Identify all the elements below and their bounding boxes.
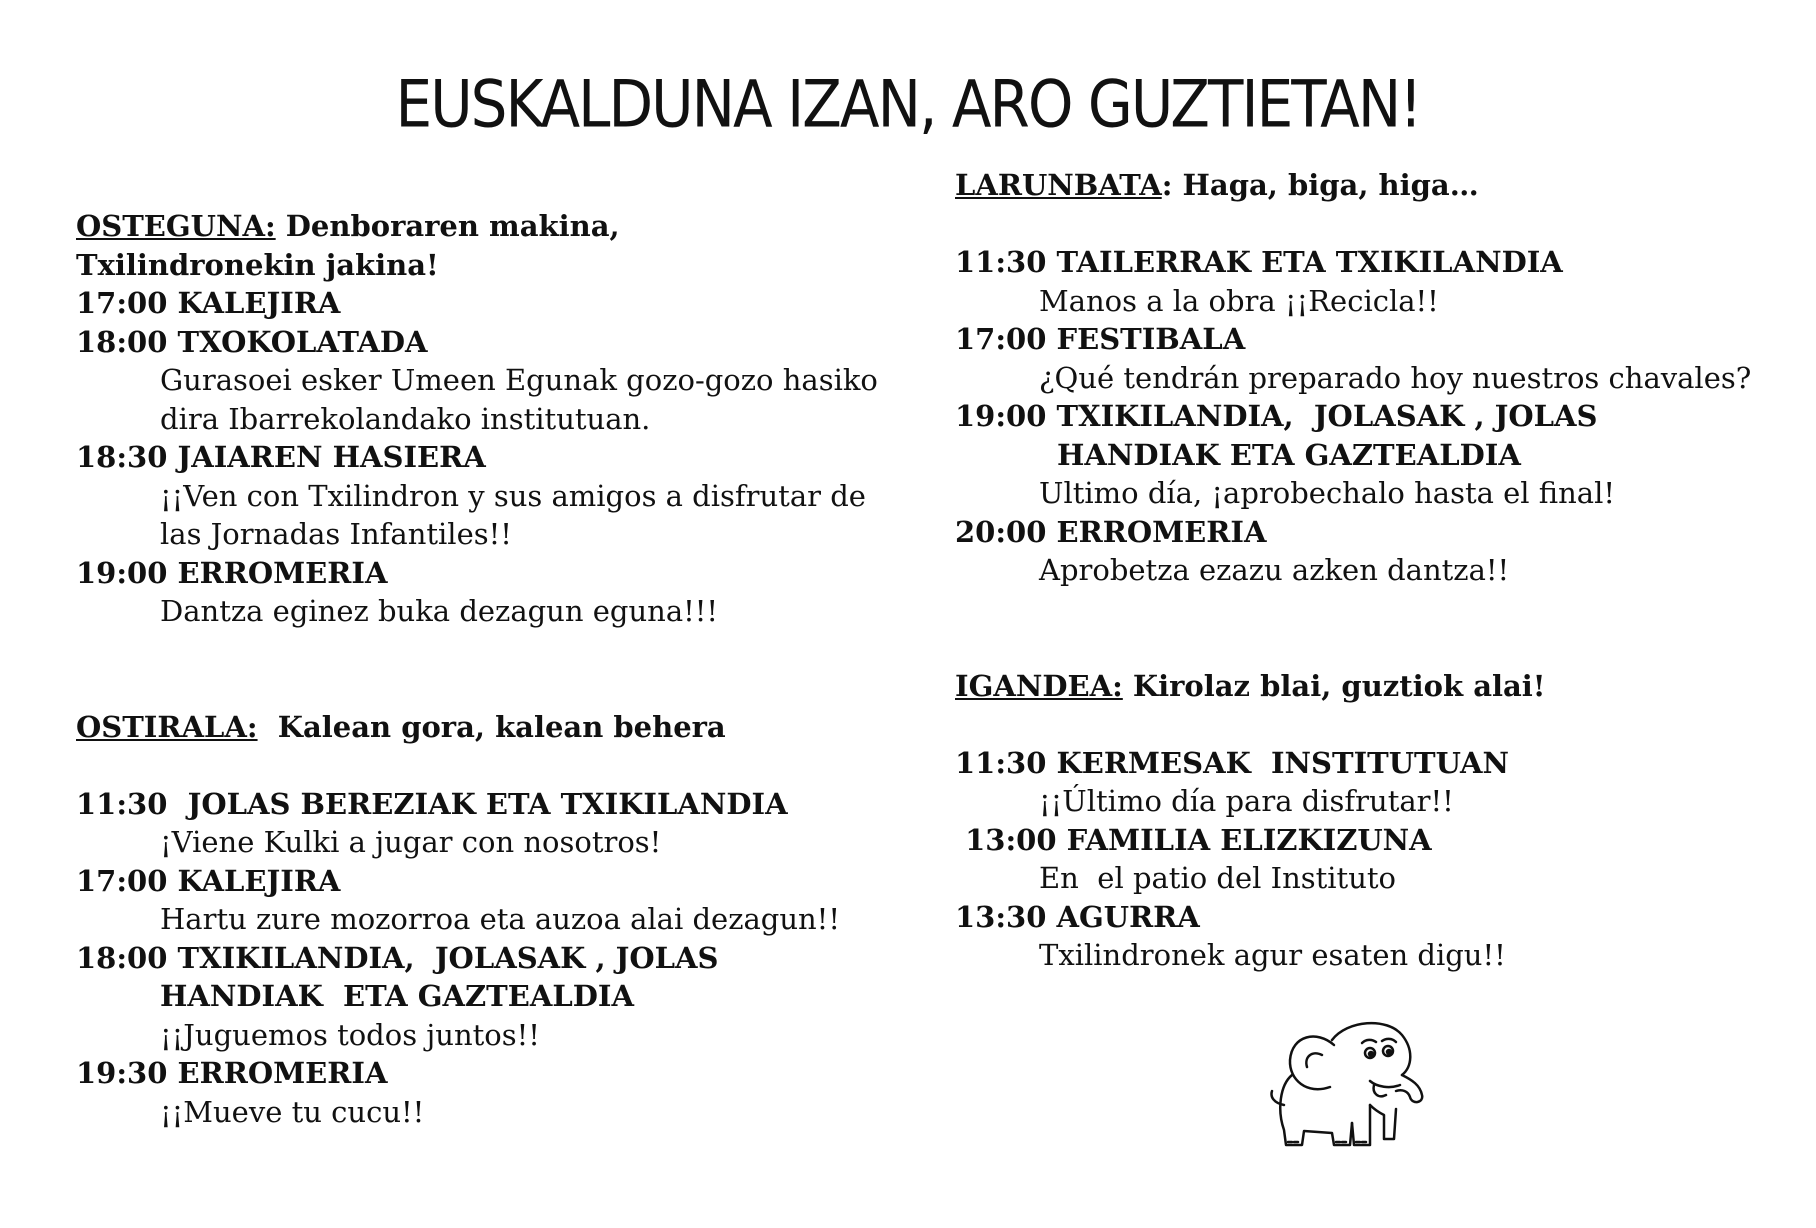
day-name: IGANDEA: <box>955 668 1123 703</box>
event-description: Manos a la obra ¡¡Recicla!! <box>1039 283 1439 318</box>
day-name: OSTIRALA: <box>76 709 258 744</box>
event-title-continuation: HANDIAK ETA GAZTEALDIA <box>1057 437 1521 472</box>
event-description: Dantza eginez buka dezagun eguna!!! <box>160 594 719 628</box>
day-subtitle: : Haga, biga, higa… <box>1161 168 1479 202</box>
event-description: Ultimo día, ¡aprobechalo hasta el final! <box>1039 476 1616 510</box>
event-title-continuation: HANDIAK ETA GAZTEALDIA <box>160 979 634 1013</box>
day-heading-ostirala <box>76 708 896 747</box>
event-title: 19:00 ERROMERIA <box>76 555 388 590</box>
left-column <box>76 207 896 1131</box>
right-column <box>955 166 1775 975</box>
event-title: 18:00 TXOKOLATADA <box>76 324 428 359</box>
event-description: ¡¡Mueve tu cucu!! <box>160 1094 425 1129</box>
event-title: 18:30 JAIAREN HASIERA <box>76 440 486 474</box>
day-heading-igandea <box>955 667 1775 706</box>
day-heading-larunbata <box>955 166 1775 205</box>
event-title: 11:30 KERMESAK INSTITUTUAN <box>955 745 1509 780</box>
event-description: ¡¡Juguemos todos juntos!! <box>160 1017 540 1052</box>
event-description: ¡Viene Kulki a jugar con nosotros! <box>160 825 662 859</box>
elephant-icon <box>1262 1005 1432 1155</box>
day-name: OSTEGUNA: <box>76 209 276 243</box>
spacer <box>955 590 1775 667</box>
event-description: Hartu zure mozorroa eta auzoa alai dezagun!! <box>160 902 840 936</box>
event-description: dira Ibarrekolandako institutuan. <box>160 401 651 436</box>
event-title: 11:30 TAILERRAK ETA TXIKILANDIA <box>955 245 1563 279</box>
spacer <box>955 705 1775 744</box>
event-title-line2 <box>76 977 896 1016</box>
event-description: Txilindronek agur esaten digu!! <box>1039 938 1506 972</box>
event-title: 17:00 KALEJIRA <box>76 286 341 320</box>
day-subtitle: Kirolaz blai, guztiok alai! <box>1122 668 1546 703</box>
event-description: Gurasoei esker Umeen Egunak gozo-gozo hasiko <box>160 363 878 397</box>
event-title: 13:30 AGURRA <box>955 899 1200 934</box>
event-title: 19:00 TXIKILANDIA, JOLASAK , JOLAS <box>955 399 1598 433</box>
event-description: ¿Qué tendrán preparado hoy nuestros chavales? <box>1039 360 1752 395</box>
event-description: ¡¡Ven con Txilindron y sus amigos a disfrutar de <box>160 478 866 513</box>
event-title: 17:00 KALEJIRA <box>76 863 341 898</box>
event-description: las Jornadas Infantiles!! <box>160 517 512 551</box>
event-title-line2 <box>955 436 1775 475</box>
day-name: LARUNBATA <box>955 168 1162 202</box>
day-subtitle: Kalean gora, kalean behera <box>257 709 726 744</box>
event-description: Aprobetza ezazu azken dantza!! <box>1039 553 1510 587</box>
event-title: 18:00 TXIKILANDIA, JOLASAK , JOLAS <box>76 940 719 975</box>
spacer <box>955 205 1775 244</box>
event-title: 19:30 ERROMERIA <box>76 1056 388 1090</box>
event-title: 11:30 JOLAS BEREZIAK ETA TXIKILANDIA <box>76 786 788 821</box>
event-description: En el patio del Instituto <box>1039 861 1397 895</box>
day-subtitle: Denboraren makina, <box>275 209 620 243</box>
day-heading-osteguna <box>76 207 896 246</box>
spacer <box>76 631 896 708</box>
spacer <box>76 746 896 785</box>
page-title: EUSKALDUNA IZAN, ARO GUZTIETAN! <box>395 65 1421 143</box>
event-title: 17:00 FESTIBALA <box>955 322 1246 356</box>
event-description: ¡¡Último día para disfrutar!! <box>1039 784 1454 818</box>
day-subtitle-line2: Txilindronekin jakina! <box>76 247 439 282</box>
event-title: 20:00 ERROMERIA <box>955 514 1267 549</box>
event-title: 13:00 FAMILIA ELIZKIZUNA <box>955 822 1432 857</box>
